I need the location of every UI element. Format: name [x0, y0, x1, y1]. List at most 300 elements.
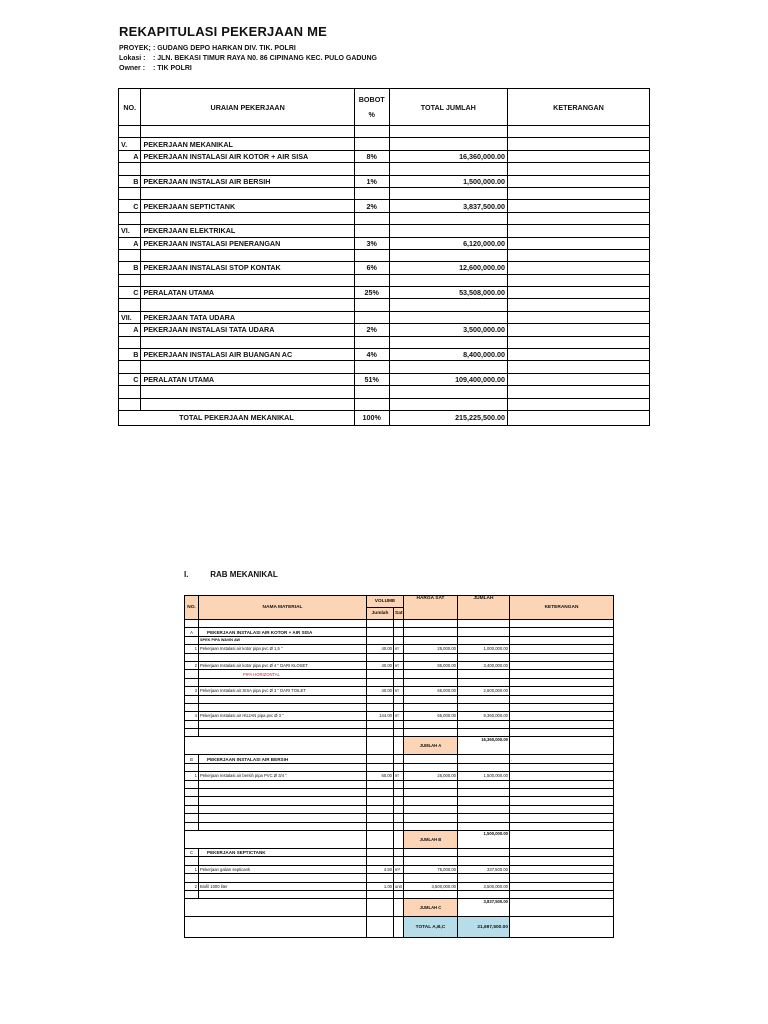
rab-no: 1: [185, 865, 199, 873]
rab-col-no: NO.: [185, 596, 199, 620]
rab-vol: [367, 890, 394, 898]
rab-no: [185, 695, 199, 703]
summary-keterangan: [508, 336, 650, 348]
summary-uraian: PEKERJAAN INSTALASI AIR BUANGAN AC: [141, 349, 354, 361]
summary-no: [119, 386, 141, 398]
rab-jumlah: [458, 620, 510, 628]
summary-bobot: [354, 187, 389, 199]
rab-jumlah: 1,500,000.00: [458, 772, 510, 780]
summary-total: 3,837,500.00: [389, 200, 507, 212]
summary-uraian: PEKERJAAN INSTALASI PENERANGAN: [141, 237, 354, 249]
rab-title: [184, 570, 278, 579]
rab-col-volume: VOLUME: [367, 596, 404, 608]
rab-name: PEKERJAAN INSTALASI AIR KOTOR + AIR SISA: [199, 628, 367, 636]
rab-no: [185, 874, 199, 882]
rab-no: [185, 822, 199, 830]
rab-no: [185, 814, 199, 822]
rab-keterangan: [510, 628, 614, 636]
rab-harga: [404, 890, 458, 898]
rab-harga: [404, 763, 458, 771]
col-bobot-unit: %: [368, 110, 375, 119]
rab-keterangan: [510, 848, 614, 856]
rab-keterangan: [510, 874, 614, 882]
owner-value: : TIK POLRI: [152, 65, 192, 72]
summary-total-label: TOTAL PEKERJAAN MEKANIKAL: [119, 410, 355, 425]
rab-row: [185, 874, 614, 882]
summary-keterangan: [508, 249, 650, 261]
rab-keterangan: [510, 703, 614, 711]
rab-harga: [404, 814, 458, 822]
rab-row: [185, 789, 614, 797]
rab-blank-cell: [185, 917, 367, 938]
rab-row: [185, 695, 614, 703]
summary-uraian: [141, 126, 354, 138]
summary-no: VI.: [119, 225, 141, 237]
rab-header-row: [185, 596, 614, 608]
summary-keterangan: [508, 398, 650, 410]
summary-no: [119, 187, 141, 199]
rab-blank-cell: [185, 737, 367, 755]
rab-sat: [394, 720, 404, 728]
rab-grand-total-row: [185, 917, 614, 938]
rab-harga: 65,000.00: [404, 687, 458, 695]
rab-name: PEKERJAAN INSTALASI AIR BERSIH: [199, 755, 367, 763]
project-label: PROYEK;: [119, 45, 151, 52]
summary-keterangan: [508, 126, 650, 138]
summary-uraian: [141, 336, 354, 348]
summary-bobot: [354, 274, 389, 286]
rab-jumlah: [458, 822, 510, 830]
rab-table: [184, 595, 614, 938]
rab-blank-cell: [185, 899, 367, 917]
rab-blank-cell: [367, 737, 394, 755]
rab-no: [185, 636, 199, 644]
summary-no: [119, 398, 141, 410]
col-total: TOTAL JUMLAH: [389, 89, 507, 126]
rab-vol: [367, 780, 394, 788]
rab-vol: [367, 628, 394, 636]
rab-section-row: [185, 628, 614, 636]
rab-jumlah: 1,000,000.00: [458, 645, 510, 653]
rab-jumlah: [458, 848, 510, 856]
rab-vol: [367, 720, 394, 728]
rab-jumlah: 2,600,000.00: [458, 687, 510, 695]
rab-item-row: [185, 772, 614, 780]
rab-row: [185, 797, 614, 805]
rab-vol: [367, 636, 394, 644]
summary-total: [389, 386, 507, 398]
rab-name: [199, 763, 367, 771]
rab-harga: [404, 822, 458, 830]
rab-no: [185, 805, 199, 813]
rab-name: Pekerjaan Instalasi air bersih pipa PVC Ø 3/4 ": [199, 772, 367, 780]
summary-no: [119, 336, 141, 348]
rab-no: [185, 620, 199, 628]
summary-row: [119, 138, 650, 150]
rab-keterangan: [510, 772, 614, 780]
rab-no: 1: [185, 645, 199, 653]
location-value: : JLN. BEKASI TIMUR RAYA N0. 86 CIPINANG KEC. PULO GADUNG: [152, 55, 377, 62]
summary-uraian: [141, 386, 354, 398]
summary-total: [389, 311, 507, 323]
summary-keterangan: [508, 212, 650, 224]
rab-jumlah: [458, 789, 510, 797]
rab-no: 4: [185, 712, 199, 720]
rab-harga: [404, 620, 458, 628]
summary-keterangan: [508, 361, 650, 373]
rab-row: [185, 890, 614, 898]
summary-keterangan: [508, 163, 650, 175]
rab-item-row: [185, 645, 614, 653]
rab-sat: m': [394, 661, 404, 669]
rab-harga: [404, 703, 458, 711]
summary-bobot: [354, 126, 389, 138]
rab-harga: [404, 797, 458, 805]
rab-no: [185, 678, 199, 686]
rab-name: [199, 620, 367, 628]
summary-no: B: [119, 262, 141, 274]
summary-uraian: PEKERJAAN MEKANIKAL: [141, 138, 354, 150]
summary-no: C: [119, 287, 141, 299]
summary-bobot: [354, 361, 389, 373]
rab-row: [185, 678, 614, 686]
rab-name: [199, 789, 367, 797]
summary-bobot: [354, 249, 389, 261]
rab-no: B: [185, 755, 199, 763]
summary-bobot: [354, 163, 389, 175]
summary-bobot: 2%: [354, 324, 389, 336]
owner-line: [119, 65, 192, 72]
summary-row: [119, 311, 650, 323]
summary-bobot: [354, 386, 389, 398]
summary-no: [119, 126, 141, 138]
rab-keterangan: [510, 712, 614, 720]
rab-vol: [367, 653, 394, 661]
summary-bobot: [354, 299, 389, 311]
rab-jumlah: [458, 653, 510, 661]
summary-row: [119, 150, 650, 162]
rab-name: Pekerjaan Instalasi air kotor pipa pvc Ø 4 " DARI KLOSET: [199, 661, 367, 669]
summary-total-bobot: 100%: [354, 410, 389, 425]
rab-sat: [394, 789, 404, 797]
rab-harga: [404, 857, 458, 865]
summary-uraian: PEKERJAAN SEPTICTANK: [141, 200, 354, 212]
rab-name: [199, 653, 367, 661]
rab-item-row: [185, 687, 614, 695]
grand-total-label: TOTAL A,B,C: [404, 917, 458, 938]
summary-total-row: [119, 410, 650, 425]
location-label: Lokasi :: [119, 55, 146, 62]
rab-sat: [394, 805, 404, 813]
rab-vol: [367, 874, 394, 882]
rab-jumlah: 3,400,000.00: [458, 661, 510, 669]
summary-uraian: PEKERJAAN INSTALASI AIR KOTOR + AIR SISA: [141, 150, 354, 162]
rab-keterangan: [510, 899, 614, 917]
rab-name: [199, 695, 367, 703]
subtotal-label: JUMLAH A: [404, 737, 458, 755]
summary-no: B: [119, 349, 141, 361]
rab-harga: [404, 720, 458, 728]
rab-name: PEKERJAAN SEPTICTANK: [199, 848, 367, 856]
rab-sat: [394, 703, 404, 711]
summary-row: [119, 212, 650, 224]
rab-jumlah: [458, 670, 510, 678]
rab-vol: 40.00: [367, 645, 394, 653]
summary-keterangan: [508, 274, 650, 286]
summary-no: [119, 249, 141, 261]
rab-harga: [404, 678, 458, 686]
rab-blank-cell: [394, 830, 404, 848]
summary-uraian: [141, 187, 354, 199]
summary-keterangan: [508, 150, 650, 162]
rab-no: C: [185, 848, 199, 856]
rab-sat: m': [394, 712, 404, 720]
summary-no: C: [119, 200, 141, 212]
summary-bobot: 2%: [354, 200, 389, 212]
summary-total: [389, 249, 507, 261]
rab-vol: [367, 729, 394, 737]
rab-blank-cell: [394, 899, 404, 917]
summary-total: 12,600,000.00: [389, 262, 507, 274]
summary-row: [119, 249, 650, 261]
rab-sat: [394, 729, 404, 737]
rab-no: [185, 720, 199, 728]
rab-keterangan: [510, 882, 614, 890]
summary-total: [389, 163, 507, 175]
rab-vol: [367, 857, 394, 865]
rab-col-nama: NAMA MATERIAL: [199, 596, 367, 620]
rab-sat: [394, 636, 404, 644]
rab-keterangan: [510, 636, 614, 644]
rab-item-row: [185, 882, 614, 890]
summary-uraian: PEKERJAAN INSTALASI STOP KONTAK: [141, 262, 354, 274]
rab-keterangan: [510, 645, 614, 653]
rab-sat: [394, 755, 404, 763]
summary-keterangan: [508, 187, 650, 199]
rab-name: [199, 805, 367, 813]
summary-no: [119, 361, 141, 373]
summary-keterangan: [508, 175, 650, 187]
rab-jumlah: [458, 755, 510, 763]
rab-vol: [367, 763, 394, 771]
summary-bobot: 51%: [354, 373, 389, 385]
rab-no: [185, 653, 199, 661]
rab-harga: 3,500,000.00: [404, 882, 458, 890]
summary-bobot: [354, 311, 389, 323]
summary-total: 3,500,000.00: [389, 324, 507, 336]
rab-row: [185, 670, 614, 678]
rab-vol: 1.00: [367, 882, 394, 890]
rab-no: [185, 797, 199, 805]
rab-name: [199, 874, 367, 882]
rab-name: [199, 857, 367, 865]
summary-total: 8,400,000.00: [389, 349, 507, 361]
summary-uraian: [141, 299, 354, 311]
rab-sat: [394, 670, 404, 678]
summary-row: [119, 398, 650, 410]
rab-vol: [367, 755, 394, 763]
summary-total: [389, 138, 507, 150]
subtotal-value: 1,500,000.00: [458, 830, 510, 848]
summary-total: [389, 398, 507, 410]
summary-no: B: [119, 175, 141, 187]
rab-harga: [404, 695, 458, 703]
summary-row: [119, 336, 650, 348]
rab-keterangan: [510, 917, 614, 938]
rab-keterangan: [510, 822, 614, 830]
rab-no: 1: [185, 772, 199, 780]
summary-total: 6,120,000.00: [389, 237, 507, 249]
rab-vol: [367, 805, 394, 813]
rab-row: [185, 822, 614, 830]
summary-total: 16,360,000.00: [389, 150, 507, 162]
summary-keterangan: [508, 225, 650, 237]
summary-bobot: [354, 212, 389, 224]
rab-jumlah: 3,500,000.00: [458, 882, 510, 890]
rab-sat: [394, 848, 404, 856]
rab-section-row: [185, 755, 614, 763]
rab-jumlah: [458, 857, 510, 865]
rab-name: PIPA HORIZONTAL: [199, 670, 367, 678]
rab-vol: [367, 822, 394, 830]
rab-vol: 144.00: [367, 712, 394, 720]
rab-keterangan: [510, 857, 614, 865]
rab-vol: [367, 703, 394, 711]
summary-total: 53,508,000.00: [389, 287, 507, 299]
summary-total-keterangan: [508, 410, 650, 425]
rab-name: Pekerjaan galian septicank: [199, 865, 367, 873]
summary-total-value: 215,225,500.00: [389, 410, 507, 425]
rab-keterangan: [510, 720, 614, 728]
rab-sat: [394, 890, 404, 898]
rab-jumlah: [458, 814, 510, 822]
rab-keterangan: [510, 670, 614, 678]
summary-bobot: [354, 336, 389, 348]
rab-col-jumlah: JUMLAH: [458, 596, 510, 620]
rab-row: [185, 720, 614, 728]
rab-row: [185, 620, 614, 628]
rab-blank-cell: [185, 830, 367, 848]
project-line: [119, 45, 296, 52]
summary-no: A: [119, 150, 141, 162]
summary-no: [119, 212, 141, 224]
rab-sat: [394, 763, 404, 771]
rab-no: 3: [185, 687, 199, 695]
rab-blank-cell: [367, 917, 394, 938]
rab-vol: 4.50: [367, 865, 394, 873]
rab-jumlah: [458, 703, 510, 711]
summary-no: C: [119, 373, 141, 385]
rab-no: [185, 857, 199, 865]
rab-harga: [404, 805, 458, 813]
summary-uraian: PEKERJAAN ELEKTRIKAL: [141, 225, 354, 237]
summary-row: [119, 274, 650, 286]
summary-bobot: 25%: [354, 287, 389, 299]
rab-sat: [394, 628, 404, 636]
summary-row: [119, 163, 650, 175]
rab-sat: m': [394, 772, 404, 780]
rab-keterangan: [510, 687, 614, 695]
summary-keterangan: [508, 373, 650, 385]
rab-keterangan: [510, 661, 614, 669]
rab-sat: [394, 620, 404, 628]
subtotal-value: 3,837,500.00: [458, 899, 510, 917]
rab-col-vol-sat: Sat: [394, 608, 404, 620]
summary-bobot: [354, 398, 389, 410]
rab-harga: [404, 780, 458, 788]
summary-uraian: PERALATAN UTAMA: [141, 287, 354, 299]
summary-keterangan: [508, 138, 650, 150]
summary-bobot: 3%: [354, 237, 389, 249]
rab-harga: 25,000.00: [404, 645, 458, 653]
summary-uraian: [141, 398, 354, 410]
rab-no: [185, 780, 199, 788]
rab-jumlah: [458, 763, 510, 771]
rab-keterangan: [510, 780, 614, 788]
summary-total: [389, 126, 507, 138]
rab-row: [185, 857, 614, 865]
rab-jumlah: [458, 797, 510, 805]
rab-number: I.: [184, 570, 189, 579]
rab-subtotal-row: [185, 737, 614, 755]
summary-total: [389, 336, 507, 348]
rab-blank-cell: [394, 917, 404, 938]
rab-name: [199, 729, 367, 737]
rab-sat: m': [394, 687, 404, 695]
rab-keterangan: [510, 890, 614, 898]
rab-no: [185, 703, 199, 711]
rab-name: [199, 890, 367, 898]
summary-keterangan: [508, 237, 650, 249]
rab-harga: [404, 848, 458, 856]
rab-sat: [394, 822, 404, 830]
rab-harga: [404, 874, 458, 882]
rab-row: [185, 636, 614, 644]
rab-name: SPEK PIPA WAVIN AW: [199, 636, 367, 644]
rab-keterangan: .: [510, 755, 614, 763]
rab-vol: [367, 814, 394, 822]
rab-item-row: [185, 661, 614, 669]
summary-row: [119, 175, 650, 187]
rab-sat: m³: [394, 865, 404, 873]
summary-row: [119, 373, 650, 385]
rab-jumlah: [458, 636, 510, 644]
rab-keterangan: [510, 763, 614, 771]
rab-no: [185, 729, 199, 737]
rab-keterangan: [510, 814, 614, 822]
rab-sat: [394, 857, 404, 865]
rab-no: [185, 763, 199, 771]
subtotal-label: JUMLAH C: [404, 899, 458, 917]
summary-row: [119, 237, 650, 249]
rab-vol: [367, 678, 394, 686]
rab-jumlah: [458, 695, 510, 703]
summary-row: [119, 187, 650, 199]
rab-sat: [394, 780, 404, 788]
rab-name: [199, 720, 367, 728]
summary-keterangan: [508, 386, 650, 398]
rab-row: [185, 814, 614, 822]
rab-jumlah: [458, 805, 510, 813]
rab-vol: [367, 789, 394, 797]
rab-subtotal-row: [185, 899, 614, 917]
rab-sat: [394, 678, 404, 686]
summary-total: 109,400,000.00: [389, 373, 507, 385]
summary-keterangan: [508, 349, 650, 361]
summary-row: [119, 349, 650, 361]
rab-harga: 75,000.00: [404, 865, 458, 873]
rab-sat: [394, 653, 404, 661]
